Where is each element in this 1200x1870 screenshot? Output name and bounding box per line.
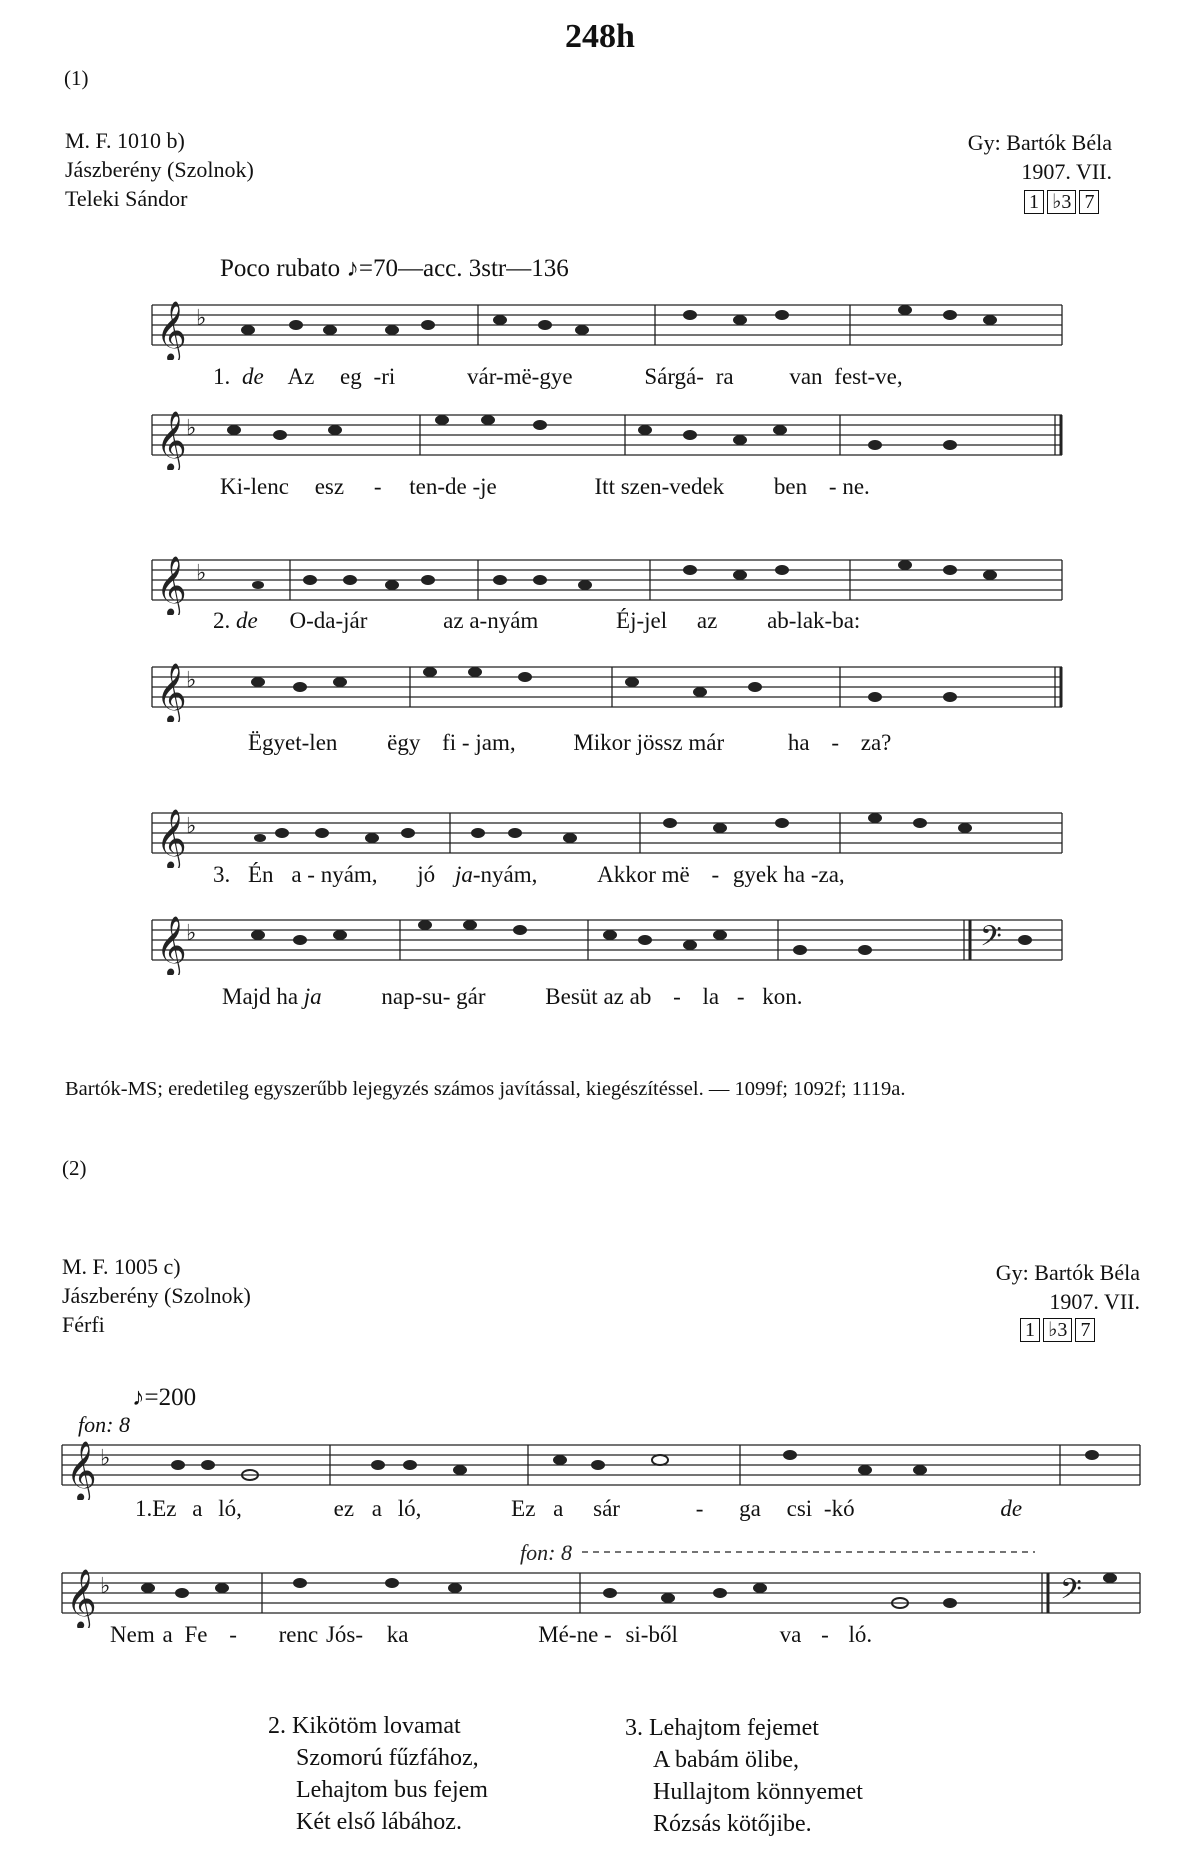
lyric-syllable: a- <box>469 608 488 633</box>
lyric-syllable: az <box>443 608 464 633</box>
svg-text:𝄞: 𝄞 <box>156 916 187 975</box>
lyric-syllable: ja <box>303 984 322 1009</box>
lyric-syllable: de - <box>445 474 481 499</box>
lyric-syllable: jár <box>343 608 368 633</box>
lyric-syllable: ez <box>333 1496 355 1521</box>
lyric-syllable: van <box>789 364 823 389</box>
lyric-syllable: - <box>673 984 681 1009</box>
lyric-syllable: O- <box>289 608 314 633</box>
lyric-syllable: a <box>192 1496 203 1521</box>
lyric-syllable: ja <box>454 862 473 887</box>
collector-line: Gy: Bartók Béla <box>967 130 1112 155</box>
verse-line: A babám ölibe, <box>653 1747 799 1773</box>
lyric-syllable: Ëgyet-len <box>248 730 338 755</box>
lyric-line <box>213 608 860 634</box>
lyric-syllable: már <box>688 730 725 755</box>
lyric-syllable: ëgy <box>387 730 421 755</box>
lyric-syllable: za, <box>818 862 845 887</box>
verse-2 <box>268 1710 488 1838</box>
verse-line: Hullajtom könnyemet <box>653 1779 863 1805</box>
lyric-syllable: 1. <box>135 1496 153 1521</box>
lyric-line <box>213 364 903 390</box>
lyric-syllable: Én <box>248 862 274 887</box>
lyric-syllable: ló, <box>218 1496 242 1521</box>
svg-text:♭: ♭ <box>100 1573 111 1598</box>
lyric-syllable: gye <box>539 364 573 389</box>
music-staff-1 <box>0 290 1200 360</box>
verse-line: Lehajtom bus fejem <box>296 1777 488 1803</box>
source-line: Jászberény (Szolnok) <box>65 157 254 182</box>
lyric-syllable: jössz <box>636 730 683 755</box>
lyric-syllable: Sárgá- <box>644 364 704 389</box>
lyric-syllable: kon. <box>762 984 803 1009</box>
lyric-line <box>222 984 803 1010</box>
lyric-syllable: - <box>604 1622 612 1647</box>
cadence-box: ♭3 <box>1043 1318 1072 1342</box>
svg-text:𝄢: 𝄢 <box>1060 1573 1082 1613</box>
lyric-syllable: nyám, <box>320 862 378 887</box>
lyric-syllable: ha <box>276 984 299 1009</box>
cadence-box: 1 <box>1020 1318 1040 1342</box>
lyric-syllable: gár <box>456 984 486 1009</box>
lyric-syllable: më- <box>503 364 540 389</box>
lyric-line <box>135 1496 1022 1522</box>
cadence-box: ♭3 <box>1047 190 1076 214</box>
lyric-syllable: ten- <box>409 474 446 499</box>
lyric-syllable: ló. <box>848 1622 873 1647</box>
verse-line: Két első lábához. <box>296 1809 462 1835</box>
lyric-syllable: la <box>702 984 720 1009</box>
source-block-2 <box>62 1252 251 1339</box>
lyric-line <box>220 474 870 500</box>
cadence-boxes-1 <box>1024 190 1099 214</box>
music-staff-4 <box>0 652 1200 722</box>
svg-text:fon: 8: fon: 8 <box>520 1540 572 1565</box>
source-note: Bartók-MS; eredetileg egyszerűbb lejegyzés számos javítással, kiegészítéssel. — 1099f; 1092f; 1119a. <box>65 1078 906 1100</box>
verse-line: Szomorú fűzfához, <box>296 1745 479 1771</box>
lyric-syllable: su- <box>422 984 451 1009</box>
lyric-line <box>248 730 891 756</box>
music-staff-8 <box>0 1538 1200 1628</box>
verse-3 <box>625 1712 863 1840</box>
svg-text:𝄞: 𝄞 <box>156 809 187 868</box>
lyric-syllable: 2. <box>213 608 231 633</box>
verse-line: 2. Kikötöm lovamat <box>268 1713 461 1739</box>
lyric-syllable: ab <box>629 984 652 1009</box>
lyric-syllable: gyek <box>732 862 778 887</box>
section-label-2: (2) <box>62 1156 87 1180</box>
lyric-syllable: eg <box>340 364 362 389</box>
lyric-syllable: jó <box>417 862 436 887</box>
lyric-syllable: jam, <box>475 730 516 755</box>
lyric-syllable: je <box>480 474 497 499</box>
source-line: Jászberény (Szolnok) <box>62 1283 251 1308</box>
lyric-syllable: Besüt <box>545 984 598 1009</box>
lyric-syllable: nyám <box>487 608 539 633</box>
lyric-syllable: Itt <box>594 474 615 499</box>
lyric-syllable: Jós <box>325 1622 356 1647</box>
lyric-syllable: de <box>242 364 264 389</box>
svg-text:♭: ♭ <box>186 667 197 692</box>
svg-text:𝄞: 𝄞 <box>156 411 187 470</box>
lyric-syllable: Ez <box>152 1496 177 1521</box>
collector-block-2 <box>996 1258 1140 1316</box>
page-title: 248h <box>565 18 635 55</box>
lyric-syllable: - <box>823 1496 832 1521</box>
source-line: M. F. 1005 c) <box>62 1254 181 1279</box>
lyric-syllable: csi <box>786 1496 813 1521</box>
lyric-syllable: - <box>373 364 382 389</box>
lyric-syllable: Fe <box>184 1622 208 1647</box>
lyric-syllable: ben <box>773 474 808 499</box>
lyric-syllable: de <box>236 608 258 633</box>
music-staff-3 <box>0 545 1200 615</box>
collector-line: Gy: Bartók Béla <box>995 1260 1140 1285</box>
svg-text:♭: ♭ <box>186 415 197 440</box>
svg-text:♭: ♭ <box>186 920 197 945</box>
lyric-syllable: Akkor <box>597 862 656 887</box>
cadence-box: 1 <box>1024 190 1044 214</box>
lyric-syllable: Nem <box>110 1622 155 1647</box>
music-staff-2 <box>0 400 1200 470</box>
lyric-syllable: - <box>711 862 720 887</box>
lyric-syllable: fest-ve, <box>834 364 903 389</box>
lyric-syllable: ra <box>715 364 734 389</box>
lyric-syllable: nap- <box>381 984 423 1009</box>
lyric-syllable: az <box>696 608 718 633</box>
lyric-line <box>110 1622 872 1648</box>
source-line: M. F. 1010 b) <box>65 128 185 153</box>
lyric-syllable: ne <box>576 1622 599 1647</box>
lyric-syllable: Az <box>287 364 315 389</box>
lyric-syllable: Ki-lenc <box>220 474 289 499</box>
svg-text:𝄞: 𝄞 <box>156 663 187 722</box>
svg-text:𝄞: 𝄞 <box>156 556 187 615</box>
svg-text:♭: ♭ <box>186 813 197 838</box>
lyric-line <box>213 862 845 888</box>
lyric-syllable: ab-lak-ba: <box>767 608 861 633</box>
lyric-syllable: ha <box>787 730 810 755</box>
lyric-syllable: esz <box>314 474 345 499</box>
verse-line: Rózsás kötőjibe. <box>653 1811 812 1837</box>
source-line: Férfi <box>62 1312 105 1337</box>
svg-text:♭: ♭ <box>196 305 207 330</box>
lyric-syllable: - <box>831 730 839 755</box>
tempo-marking-1: Poco rubato ♪=70—acc. 3str—136 <box>220 255 569 282</box>
svg-text:♭: ♭ <box>196 560 207 585</box>
lyric-syllable: më <box>661 862 690 887</box>
lyric-syllable: - <box>355 1622 364 1647</box>
tempo-marking-2: ♪=200 <box>132 1384 197 1411</box>
lyric-syllable: renc <box>278 1622 319 1647</box>
lyric-syllable: kó <box>831 1496 855 1521</box>
lyric-syllable: fi - <box>442 730 470 755</box>
lyric-syllable: 3. <box>213 862 231 887</box>
collector-line: 1907. VII. <box>1049 1289 1140 1314</box>
lyric-syllable: da- <box>313 608 344 633</box>
lyric-syllable: az <box>603 984 624 1009</box>
lyric-syllable: nyám, <box>480 862 538 887</box>
lyric-syllable: a <box>162 1622 173 1647</box>
lyric-syllable: - <box>821 1622 829 1647</box>
lyric-syllable: de <box>1000 1496 1023 1521</box>
lyric-syllable: vár- <box>467 364 504 389</box>
svg-text:𝄞: 𝄞 <box>156 301 187 360</box>
fon-marking: fon: 8 <box>78 1412 130 1437</box>
lyric-syllable: a - <box>291 862 315 887</box>
svg-text:♭: ♭ <box>100 1445 111 1470</box>
cadence-box: 7 <box>1079 190 1099 214</box>
verse-line: 3. Lehajtom fejemet <box>625 1715 819 1741</box>
lyric-syllable: sár <box>593 1496 620 1521</box>
lyric-syllable: Éj-jel <box>616 608 668 633</box>
source-block-1 <box>65 126 254 213</box>
lyric-syllable: szen-vedek <box>620 474 725 499</box>
lyric-syllable: ből <box>648 1622 678 1647</box>
lyric-syllable: ne. <box>842 474 870 499</box>
svg-text:𝄢: 𝄢 <box>980 920 1002 960</box>
lyric-syllable: ló, <box>397 1496 422 1521</box>
svg-text:𝄞: 𝄞 <box>66 1441 97 1500</box>
lyric-syllable: Mikor <box>573 730 631 755</box>
lyric-syllable: 1. <box>213 364 231 389</box>
lyric-syllable: - <box>695 1496 704 1521</box>
lyric-syllable: si- <box>625 1622 649 1647</box>
lyric-syllable: va <box>779 1622 802 1647</box>
lyric-syllable: Ez <box>511 1496 536 1521</box>
svg-text:𝄞: 𝄞 <box>66 1569 97 1628</box>
lyric-syllable: - <box>828 474 837 499</box>
lyric-syllable: Majd <box>222 984 271 1009</box>
collector-line: 1907. VII. <box>1021 159 1112 184</box>
section-label-1: (1) <box>64 66 89 90</box>
lyric-syllable: - <box>373 474 382 499</box>
lyric-syllable: a <box>371 1496 383 1521</box>
lyric-syllable: ga <box>739 1496 761 1521</box>
lyric-syllable: ha - <box>783 862 819 887</box>
lyric-syllable: - <box>229 1622 237 1647</box>
music-staff-6 <box>0 905 1200 975</box>
lyric-syllable: Mé- <box>538 1622 577 1647</box>
lyric-syllable: ri <box>381 364 396 389</box>
cadence-boxes-2 <box>1020 1318 1095 1342</box>
lyric-syllable: a <box>553 1496 564 1521</box>
lyric-syllable: ka <box>386 1622 409 1647</box>
source-line: Teleki Sándor <box>65 186 188 211</box>
music-staff-7 <box>0 1430 1200 1500</box>
cadence-box: 7 <box>1075 1318 1095 1342</box>
lyric-syllable: - <box>472 862 481 887</box>
lyric-syllable: za? <box>860 730 892 755</box>
collector-block-1 <box>968 128 1112 186</box>
music-staff-5 <box>0 798 1200 868</box>
lyric-syllable: - <box>736 984 745 1009</box>
